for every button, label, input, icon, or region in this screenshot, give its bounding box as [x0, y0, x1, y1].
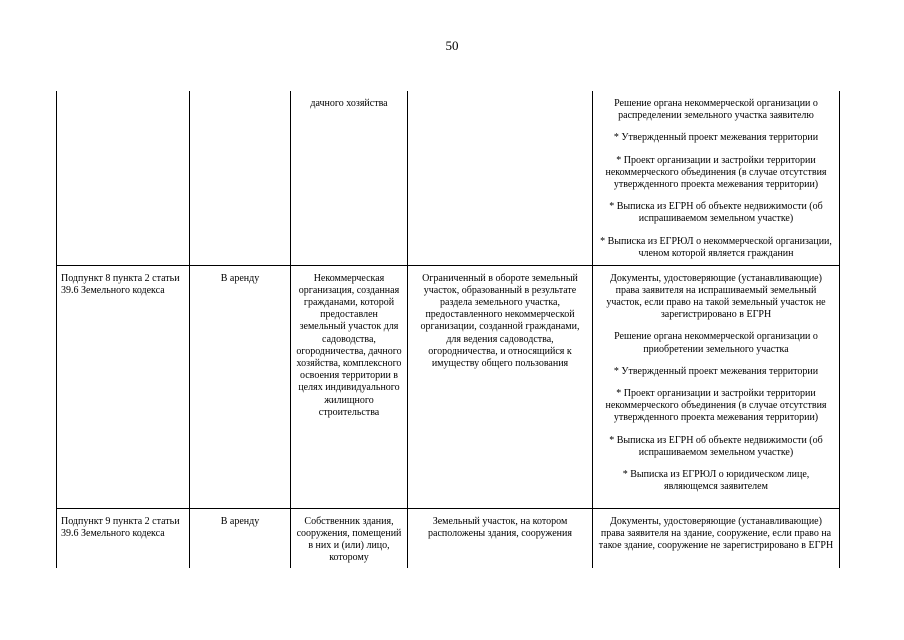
documents-cell	[593, 91, 840, 265]
provision-type-cell	[190, 91, 291, 265]
applicant-cell	[291, 265, 408, 508]
document-item: Документы, удостоверяющие (устанавливающие) права заявителя на здание, сооружение, если право на такое здание, сооружение не зарегистрировано в ЕГРН	[598, 515, 834, 551]
document-item: * Выписка из ЕГРН об объекте недвижимости (об испрашиваемом земельном участке)	[609, 434, 823, 458]
land-plot-cell: Земельный участок, на котором расположены здания, сооружения	[408, 508, 593, 568]
documents-cell	[593, 265, 840, 508]
requirements-table	[56, 91, 840, 568]
applicant-text: Собственник здания, сооружения, помещений в них и (или) лицо, которому	[296, 515, 402, 564]
document-item: * Проект организации и застройки территории некоммерческого объединения (в случае отсутствия утвержденного проекта межевания территории)	[605, 387, 827, 424]
table-row	[57, 508, 840, 568]
document-item: * Утвержденный проект межевания территории	[613, 365, 819, 377]
document-item: Решение органа некоммерческой организации о распределении земельного участка заявителю	[614, 98, 818, 122]
table-row	[57, 265, 840, 508]
document-item: Документы, удостоверяющие (устанавливающие) права заявителя на испрашиваемый земельный участок, если право на такой земельный участок не зарегистрировано в ЕГРН	[606, 272, 826, 321]
applicant-text: дачного хозяйства	[310, 98, 388, 109]
applicant-cell	[291, 508, 408, 568]
document-item: Решение органа некоммерческой организации о приобретении земельного участка	[614, 331, 818, 355]
document-item: * Утвержденный проект межевания территории	[613, 132, 819, 144]
legal-basis-cell: Подпункт 8 пункта 2 статьи 39.6 Земельного кодекса	[57, 265, 190, 508]
legal-basis-cell	[57, 91, 190, 265]
land-plot-cell: Ограниченный в обороте земельный участок, образованный в результате раздела земельного участка, предоставленного некоммерческой организации, созданной гражданами, для ведения садоводства, огородничества, и относящийся к имуществу общего пользования	[408, 265, 593, 508]
page-number: 50	[445, 38, 459, 53]
provision-type-cell: В аренду	[190, 265, 291, 508]
legal-basis-cell: Подпункт 9 пункта 2 статьи 39.6 Земельного кодекса	[57, 508, 190, 568]
document-item: * Выписка из ЕГРЮЛ о некоммерческой организации, членом которой является гражданин	[600, 235, 832, 259]
table-row	[57, 91, 840, 265]
document-item: * Проект организации и застройки территории некоммерческого объединения (в случае отсутствия утвержденного проекта межевания территории)	[605, 154, 827, 191]
applicant-text: Некоммерческая организация, созданная гражданами, которой предоставлен земельный участок для садоводства, огородничества, дачного хозяйства, комплексного освоения территории в целях индивидуального жилищного строительства	[296, 272, 402, 418]
document-item: * Выписка из ЕГРН об объекте недвижимости (об испрашиваемом земельном участке)	[609, 201, 823, 225]
land-plot-cell	[408, 91, 593, 265]
document-item: * Выписка из ЕГРЮЛ о юридическом лице, являющемся заявителем	[622, 468, 810, 493]
provision-type-cell: В аренду	[190, 508, 291, 568]
applicant-cell	[291, 91, 408, 265]
documents-cell	[593, 508, 840, 568]
